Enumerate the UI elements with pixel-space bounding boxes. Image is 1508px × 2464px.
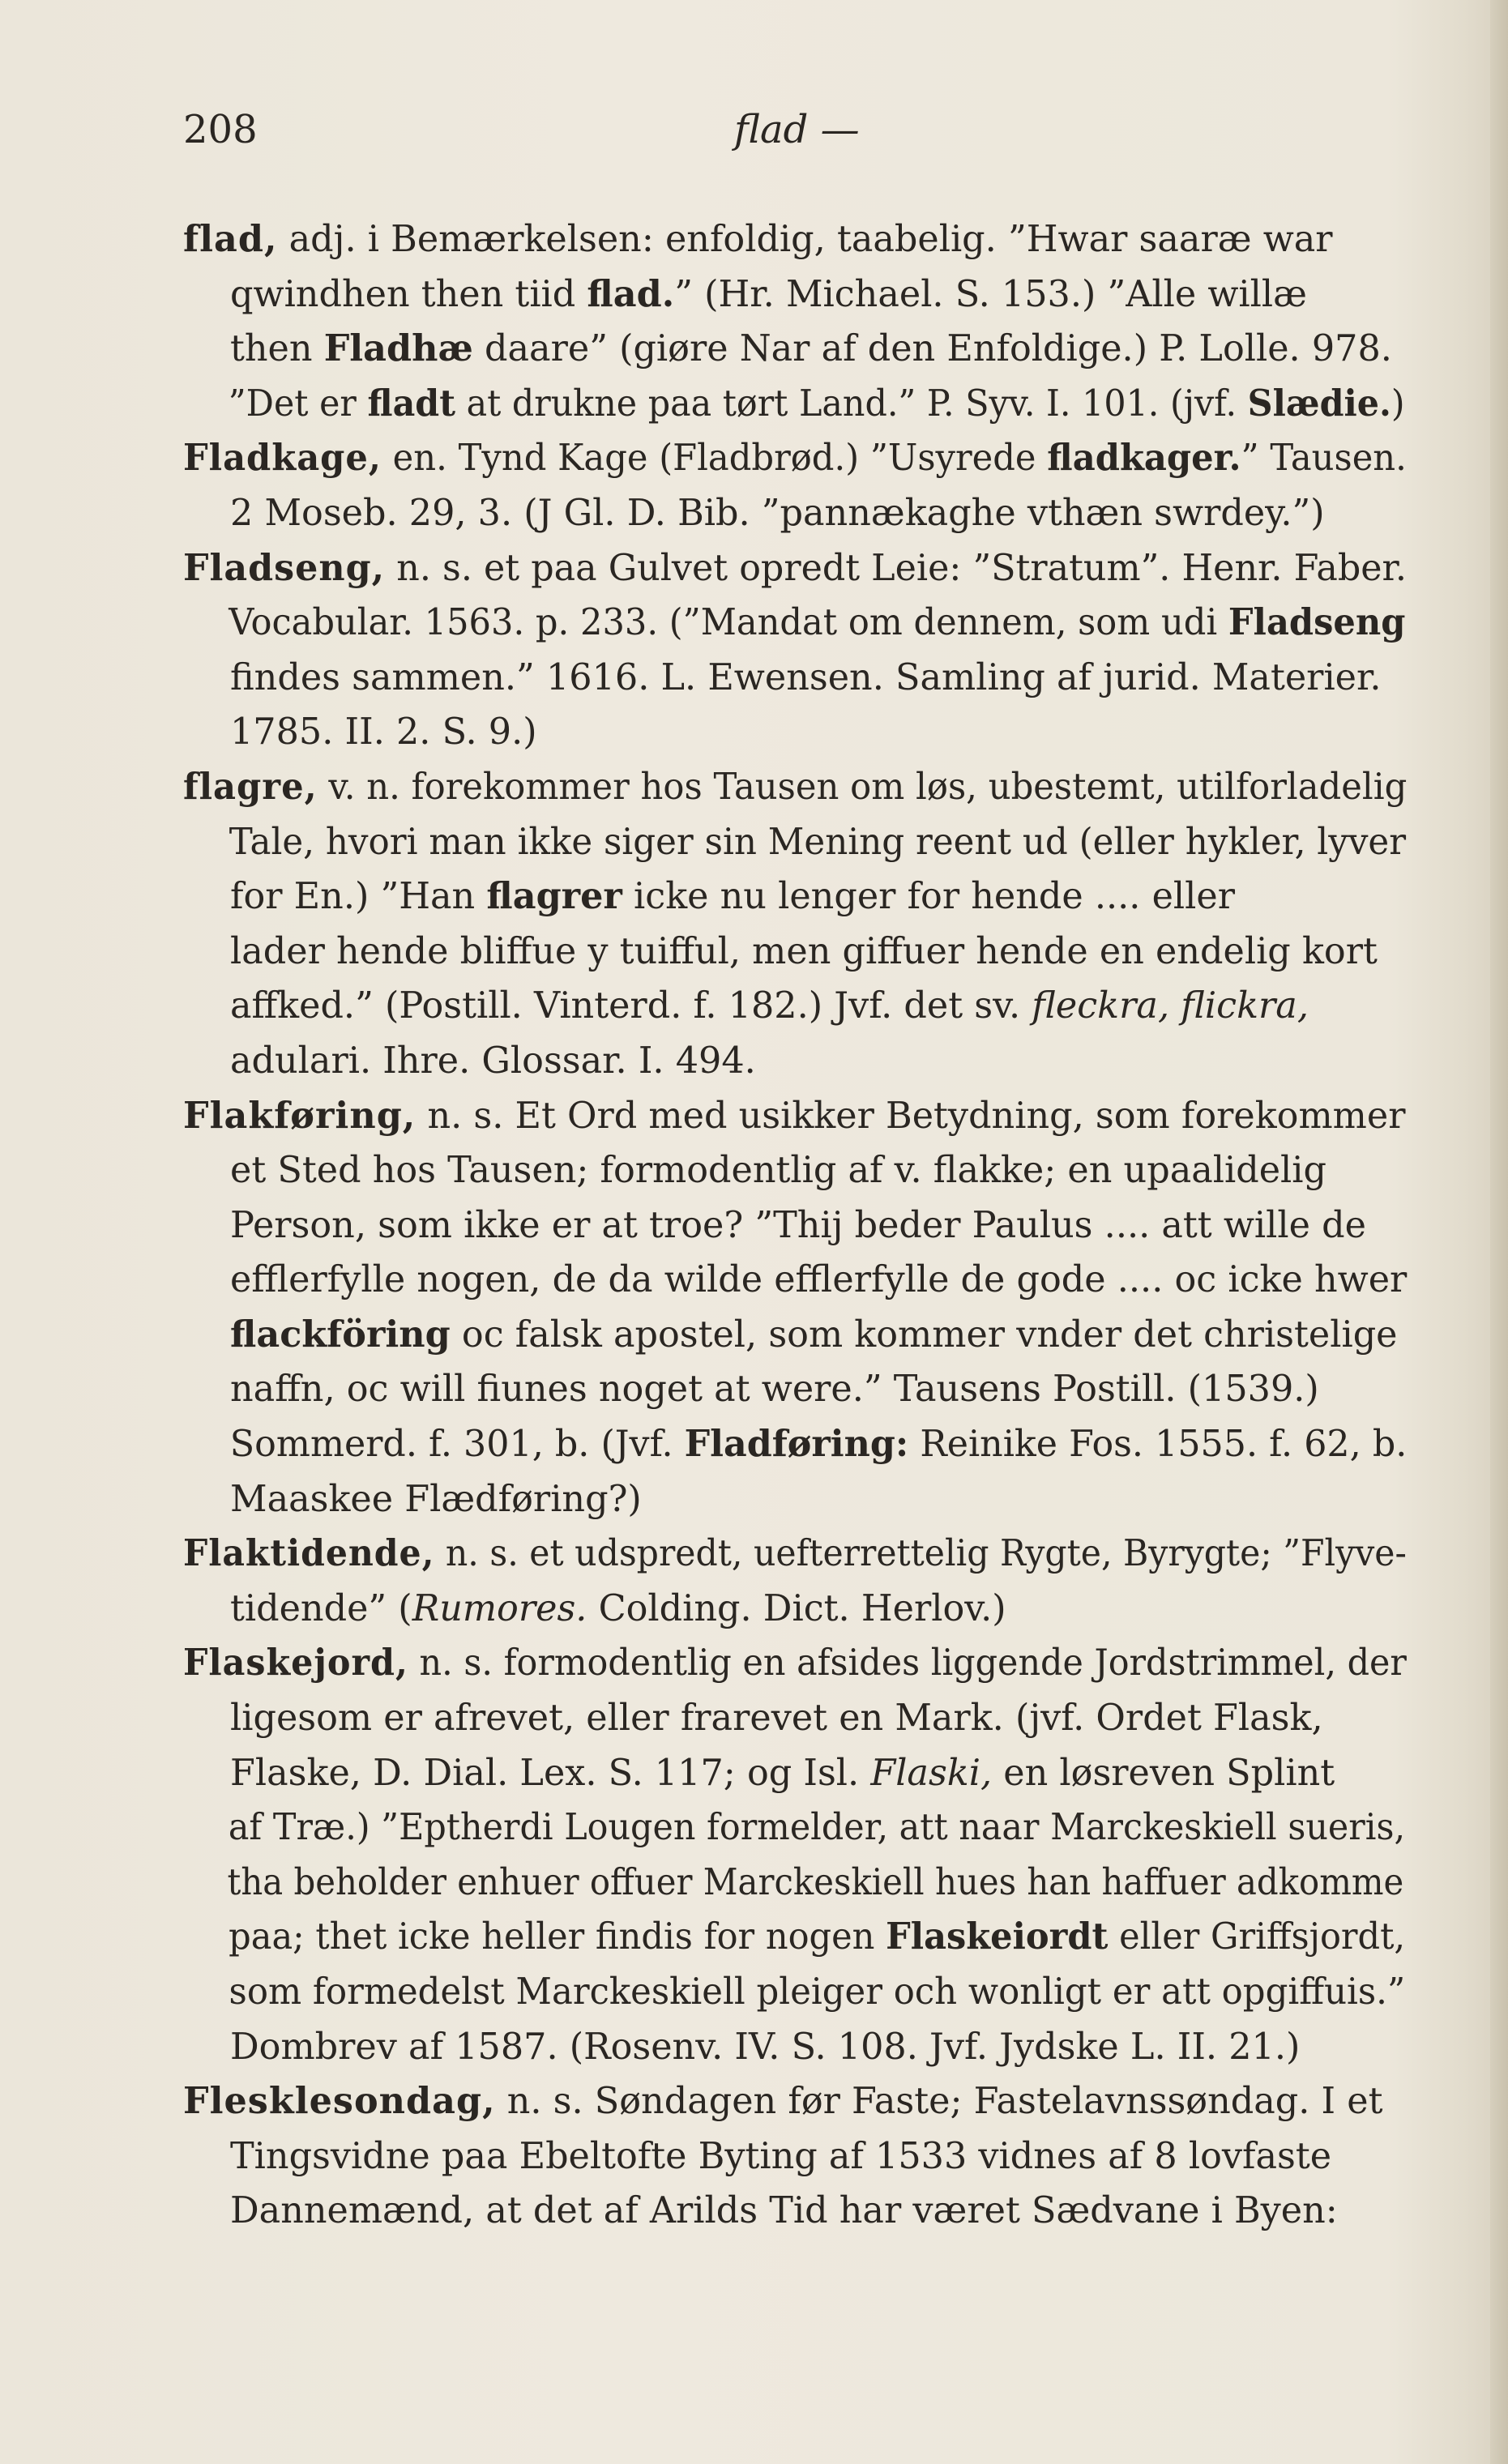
headword: Flesklesondag, [183, 2080, 496, 2123]
entry-line [183, 1965, 1406, 2020]
entry-text: tidende” ( [230, 1587, 412, 1629]
entry-line [183, 431, 1407, 486]
entry-line [183, 1308, 1407, 1363]
entry-line [183, 1034, 1407, 1089]
entry-text: oc falsk apostel, som kommer vnder det christelige [450, 1313, 1398, 1356]
entry-text: adulari. Ihre. Glossar. I. 494. [230, 1040, 756, 1082]
entry-text: flagrer [486, 875, 622, 918]
entry-text: Fladføring: [684, 1423, 909, 1466]
entry-text: fladkager. [1047, 437, 1241, 480]
entry-line [183, 2184, 1407, 2239]
entry-text: qwindhen then tiid [230, 273, 587, 315]
entry-line [183, 1691, 1407, 1746]
entry-text: Flaski, [870, 1752, 993, 1794]
entry-text: Colding. Dict. Herlov.) [587, 1587, 1006, 1629]
entry-text: v. n. forekommer hos Tausen om løs, ubestemt, utilforladelig [317, 766, 1408, 808]
entry-text: et Sted hos Tausen; formodentlig af v. flakke; en upaalidelig [230, 1150, 1326, 1192]
entry-text: Maaskee Flædføring?) [230, 1478, 642, 1520]
entry-text: Tingsvidne paa Ebeltofte Byting af 1533 vidnes af 8 lovfaste [230, 2135, 1332, 2177]
entry-line [183, 1800, 1406, 1855]
entry-flad [183, 212, 1407, 431]
headword: Fladkage, [183, 437, 382, 480]
entry-text: findes sammen.” 1616. L. Ewensen. Samling af jurid. Materier. [230, 656, 1382, 698]
entry-line [183, 979, 1407, 1034]
entry-text: Flaskeiordt [886, 1915, 1109, 1958]
entry-text: efflerfylle nogen, de da wilde efflerfylle de gode .... oc icke hwer [230, 1259, 1408, 1301]
entry-text: ”Det er [228, 382, 368, 425]
entry-text: fleckra, flickra, [1032, 985, 1309, 1027]
headword: flad, [183, 218, 278, 260]
entry-line [183, 486, 1407, 541]
entry-text: 1785. II. 2. S. 9.) [230, 711, 537, 754]
entry-line [183, 1636, 1407, 1691]
entry-text: en løsreven Splint [992, 1752, 1335, 1794]
entry-line [183, 1527, 1407, 1582]
entry-line [183, 651, 1407, 706]
entry-text: Rumores. [412, 1587, 587, 1629]
entry-flesklesondag [183, 2074, 1407, 2239]
entry-line [183, 377, 1405, 432]
running-head: flad — [734, 107, 860, 152]
entry-flakforing [183, 1089, 1407, 1527]
entry-text: ” (Hr. Michael. S. 153.) ”Alle willæ [674, 273, 1307, 315]
headword: Flaskejord, [183, 1642, 408, 1685]
entry-line [183, 322, 1407, 377]
entry-text: Fladseng [1228, 601, 1406, 644]
entry-text: fladt [367, 382, 455, 425]
entry-line [183, 1417, 1408, 1472]
entry-text: Vocabular. 1563. p. 233. (”Mandat om dennem, som udi [229, 602, 1228, 644]
entry-line [183, 705, 1407, 760]
entry-line [183, 212, 1407, 267]
entry-line [183, 760, 1408, 815]
entry-line [183, 1582, 1407, 1637]
entry-text: flad. [587, 272, 675, 315]
entry-text: daare” (giøre Nar af den Enfoldige.) P. Lolle. 978. [472, 328, 1392, 370]
entry-text: Person, som ikke er at troe? ”Thij beder Paulus .... att wille de [230, 1204, 1366, 1246]
headword: flagre, [183, 765, 318, 808]
headword: Flaktidende, [183, 1532, 435, 1575]
entry-text: 2 Moseb. 29, 3. (J Gl. D. Bib. ”pannækaghe vthæn swrdey.”) [230, 492, 1325, 534]
entry-line [183, 541, 1407, 596]
headword: Flakføring, [183, 1094, 417, 1137]
entry-line [183, 1198, 1407, 1253]
page-header [183, 97, 1407, 162]
entry-text: Flaske, D. Dial. Lex. S. 117; og Isl. [230, 1752, 871, 1794]
entry-line [183, 1143, 1407, 1198]
entry-text: lader hende bliffue y tuifful, men giffuer hende en endelig kort [230, 930, 1378, 972]
entry-text: Dombrev af 1587. (Rosenv. IV. S. 108. Jvf. Jydske L. II. 21.) [230, 2026, 1301, 2068]
entry-line [183, 1472, 1407, 1527]
entry-text: flackföring [230, 1313, 451, 1356]
entry-text: naffn, oc will fiunes noget at were.” Tausens Postill. (1539.) [230, 1369, 1319, 1411]
entry-line [183, 869, 1407, 925]
entry-text: som formedelst Marckeskiell pleiger och wonligt er att opgiffuis.” [229, 1971, 1406, 2013]
entry-text: tha beholder enhuer offuer Marckeskiell hues han haffuer adkomme [227, 1861, 1404, 1903]
page-edge [1490, 0, 1508, 2464]
entry-line [183, 1089, 1407, 1144]
entry-text: n. s. Søndagen før Faste; Fastelavnssøndag. I et [495, 2081, 1383, 2123]
entry-line [183, 2074, 1407, 2129]
entry-line [183, 925, 1407, 980]
entry-text: en. Tynd Kage (Fladbrød.) ”Usyrede [381, 438, 1048, 480]
entry-text: paa; thet icke heller findis for nogen [229, 1916, 886, 1958]
entry-text: n. s. et paa Gulvet opredt Leie: ”Stratum”. Henr. Faber. [385, 547, 1407, 589]
entry-fladkage [183, 431, 1407, 540]
entry-line [183, 815, 1407, 870]
entry-flaskejord [183, 1636, 1407, 2074]
entry-text: for En.) ”Han [230, 876, 487, 918]
entry-line [183, 267, 1407, 322]
entry-line [183, 2020, 1407, 2075]
entry-flagre [183, 760, 1407, 1089]
entry-text: then [230, 328, 324, 370]
entry-text: ” Tausen. [1241, 438, 1407, 480]
entry-text: n. s. et udspredt, uefterrettelig Rygte, Byrygte; ”Flyve- [434, 1533, 1407, 1575]
entry-text: ) [1391, 382, 1405, 425]
entry-line [183, 596, 1406, 651]
entry-text: at drukne paa tørt Land.” P. Syv. I. 101. (jvf. [455, 382, 1248, 425]
entry-text: Fladhæ [323, 327, 473, 370]
dictionary-body [183, 212, 1407, 2239]
entry-text: Sommerd. f. 301, b. (Jvf. [229, 1424, 685, 1466]
entry-text: af Træ.) ”Eptherdi Lougen formelder, att naar Marckeskiell sueris, [228, 1807, 1406, 1849]
headword: Fladseng, [183, 546, 386, 589]
entry-text: n. s. formodentlig en afsides liggende Jordstrimmel, der [408, 1642, 1407, 1685]
page-number: 208 [183, 107, 258, 152]
entry-text: Tale, hvori man ikke siger sin Mening reent ud (eller hykler, lyver [229, 821, 1407, 863]
entry-text: Reinike Fos. 1555. f. 62, b. [908, 1424, 1408, 1466]
entry-line [183, 2129, 1407, 2184]
entry-text: Slædie. [1247, 382, 1391, 425]
entry-line [183, 1253, 1407, 1308]
entry-flaktidende [183, 1527, 1407, 1636]
entry-text: icke nu lenger for hende .... eller [622, 876, 1235, 918]
entry-text: adj. i Bemærkelsen: enfoldig, taabelig. ”Hwar saaræ war [277, 219, 1333, 260]
entry-text: affked.” (Postill. Vinterd. f. 182.) Jvf. det sv. [230, 985, 1032, 1027]
entry-text: eller Griffsjordt, [1108, 1916, 1406, 1958]
entry-line [183, 1362, 1407, 1417]
entry-line [183, 1855, 1404, 1911]
entry-line [183, 1910, 1406, 1965]
entry-text: ligesom er afrevet, eller frarevet en Mark. (jvf. Ordet Flask, [230, 1697, 1323, 1740]
entry-fladseng [183, 541, 1407, 760]
entry-text: n. s. Et Ord med usikker Betydning, som forekommer [416, 1095, 1406, 1137]
entry-text: Dannemænd, at det af Arilds Tid har været Sædvane i Byen: [230, 2190, 1338, 2232]
entry-line [183, 1746, 1407, 1801]
